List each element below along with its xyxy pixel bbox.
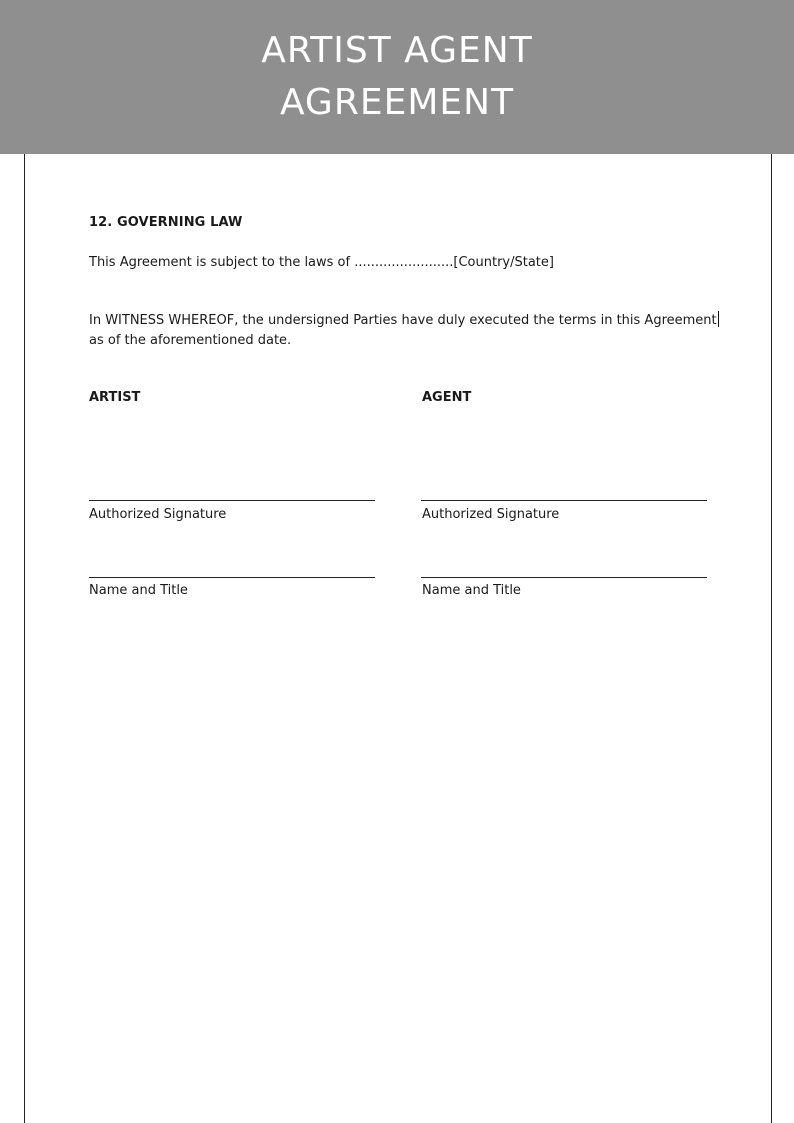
- witness-paragraph[interactable]: [89, 311, 717, 351]
- document-page: [24, 154, 772, 1123]
- governing-law-text[interactable]: This Agreement is subject to the laws of ........................[Country/State]: [89, 255, 554, 270]
- artist-name-title-caption: Name and Title: [89, 583, 188, 598]
- agent-label: AGENT: [422, 390, 472, 405]
- agent-name-title-line[interactable]: [421, 577, 707, 578]
- banner-title-line-1: ARTIST AGENT: [261, 30, 533, 71]
- witness-line-1: In WITNESS WHEREOF, the undersigned Parties have duly executed the terms in this Agreement: [89, 313, 717, 328]
- title-banner: [0, 0, 794, 154]
- artist-signature-caption: Authorized Signature: [89, 507, 227, 522]
- artist-name-title-line[interactable]: [89, 577, 375, 578]
- agent-signature-line[interactable]: [421, 500, 707, 501]
- artist-label: ARTIST: [89, 390, 141, 405]
- agent-name-title-caption: Name and Title: [422, 583, 521, 598]
- agent-signature-caption: Authorized Signature: [422, 507, 560, 522]
- section-heading: 12. GOVERNING LAW: [89, 215, 243, 230]
- banner-title-line-2: AGREEMENT: [279, 82, 515, 123]
- artist-signature-line[interactable]: [89, 500, 375, 501]
- text-cursor: [718, 311, 719, 327]
- witness-line-2: as of the aforementioned date.: [89, 333, 292, 348]
